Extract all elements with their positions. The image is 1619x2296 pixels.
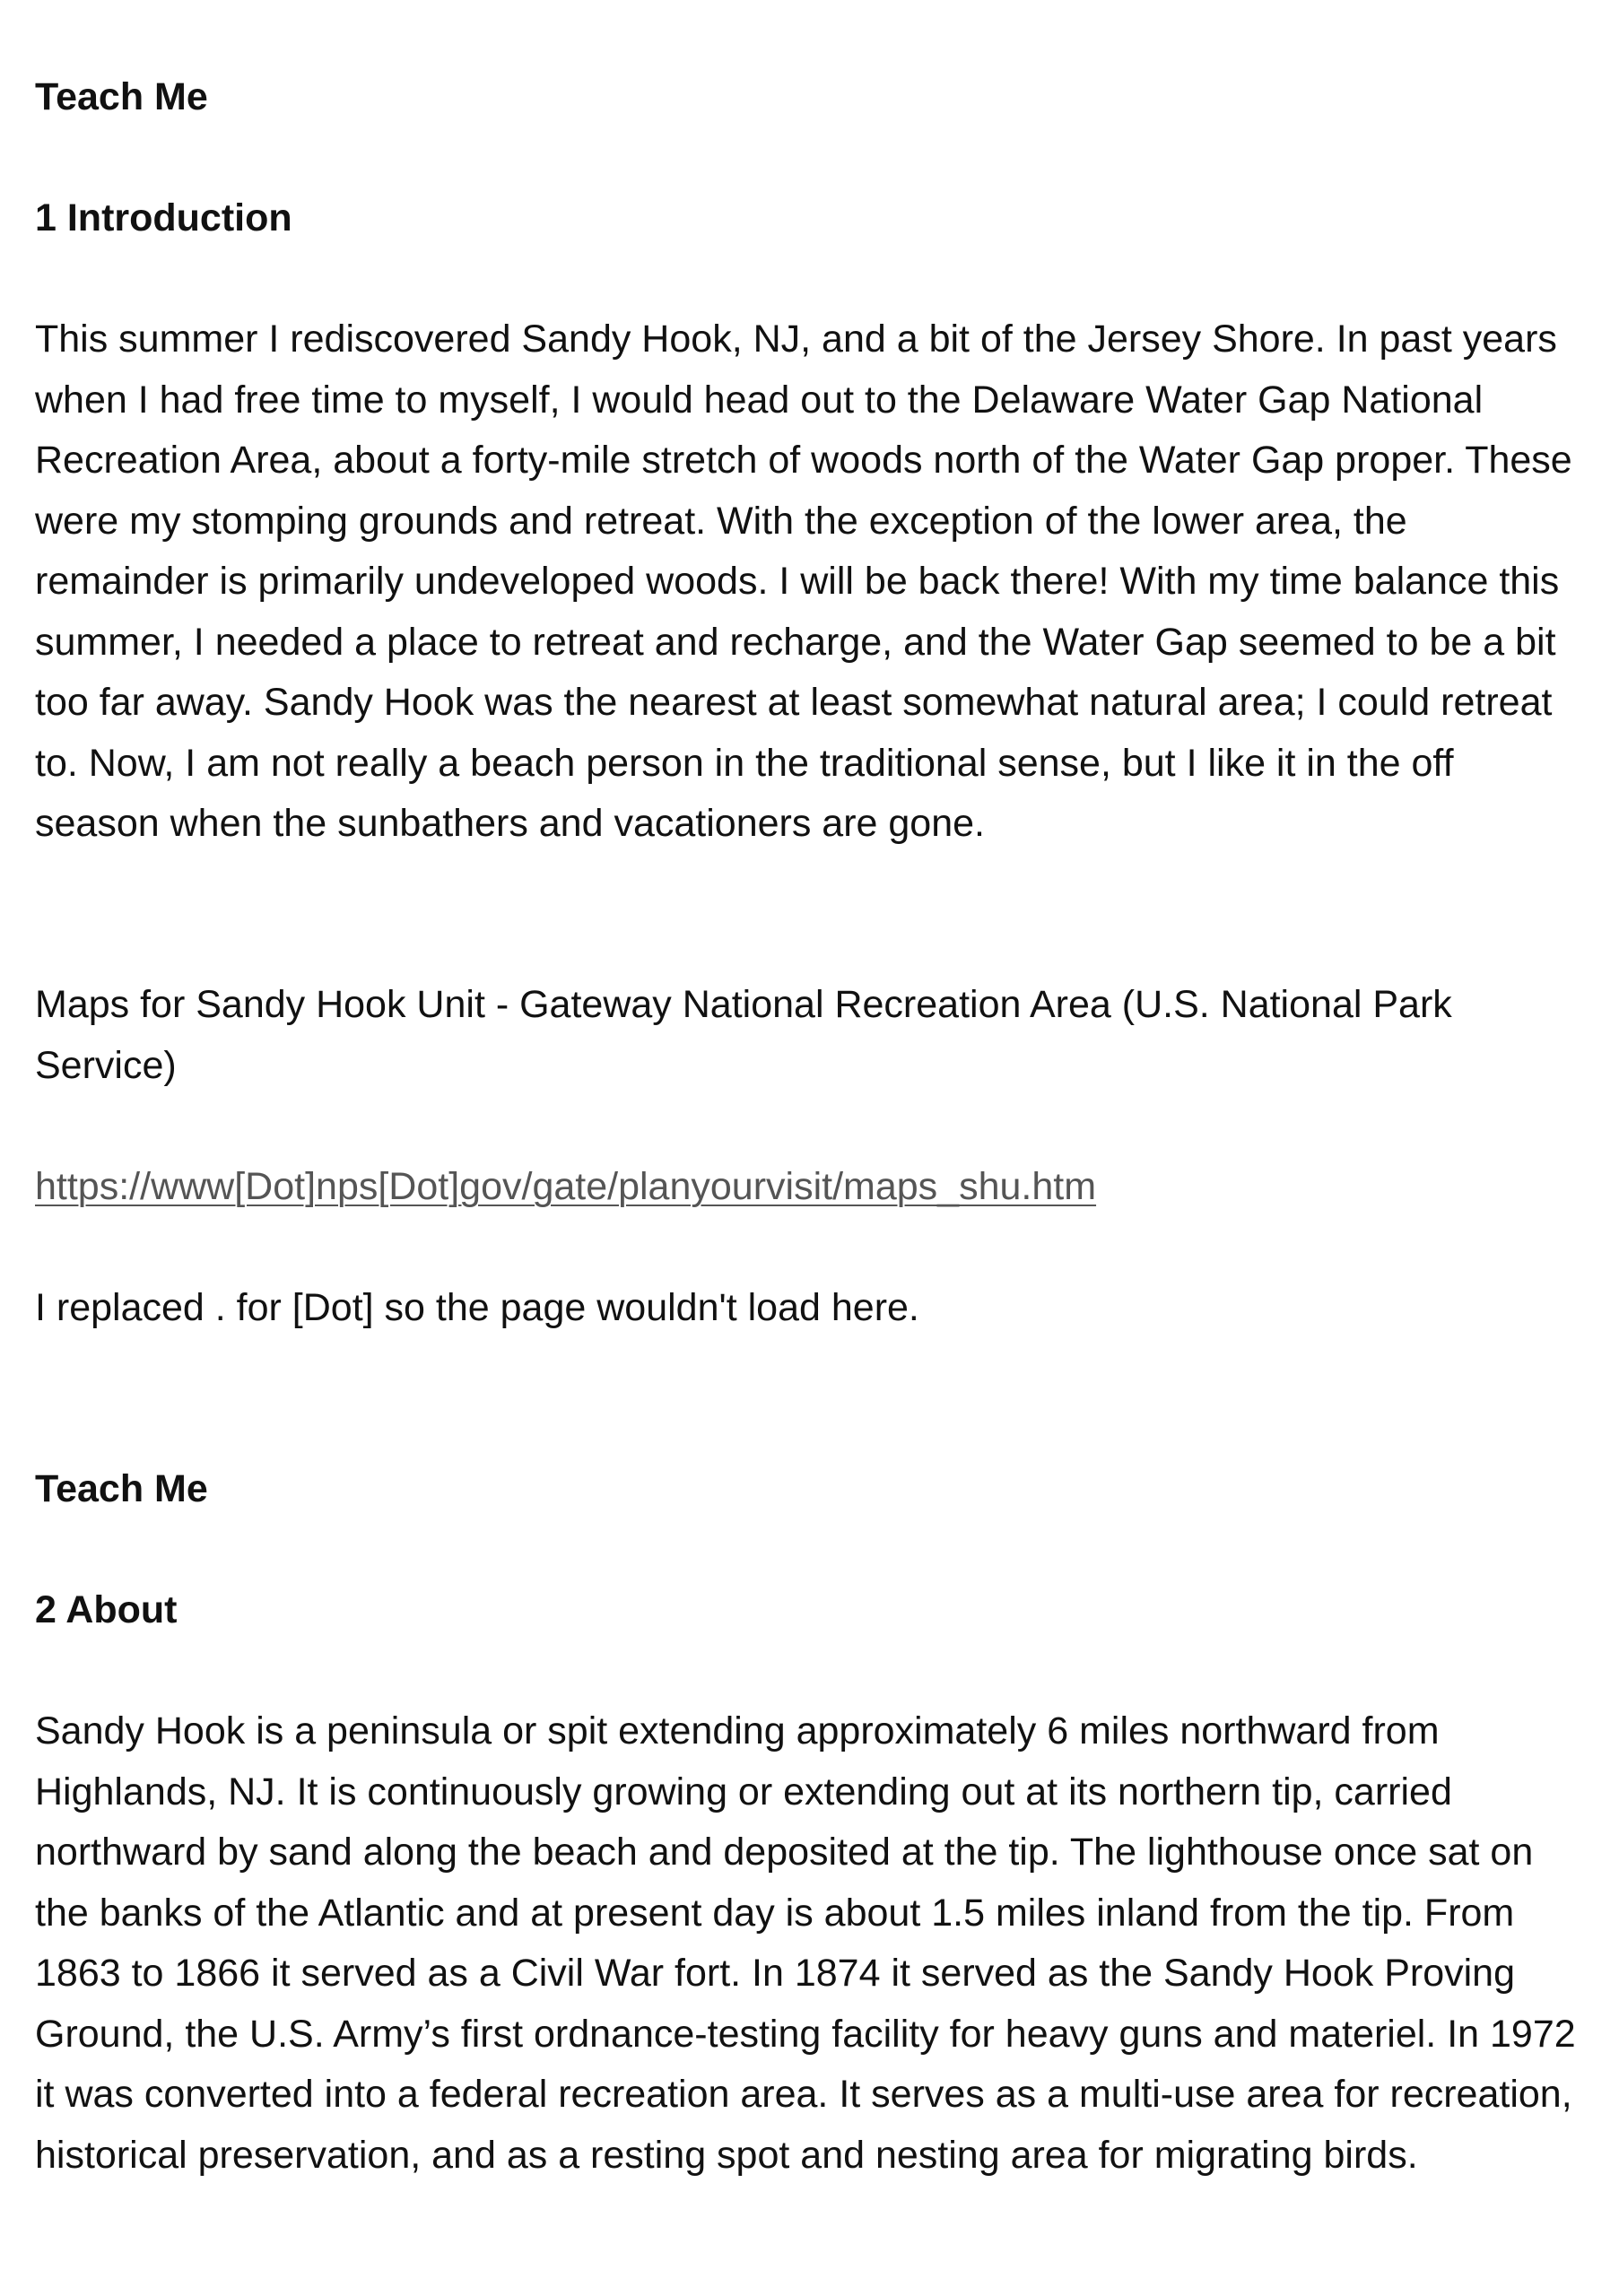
series-title-1: Teach Me	[35, 75, 208, 118]
section-heading-about: 2 About	[35, 1588, 178, 1631]
introduction-paragraph: This summer I rediscovered Sandy Hook, NJ, and a bit of the Jersey Shore. In past years when I had free time to myself, I would head out to the Delaware Water Gap National Recreation Area, about a forty-mile stretch of woods north of the Water Gap proper. These were my stomping grounds and retreat. With the exception of the lower area, the remainder is primarily undeveloped woods. I will be back there! With my time balance this summer, I needed a place to retreat and recharge, and the Water Gap seemed to be a bit too far away. Sandy Hook was the nearest at least somewhat natural area; I could retreat to. Now, I am not really a beach person in the traditional sense, but I like it in the off season when the sunbathers and vacationers are gone.	[35, 317, 1572, 845]
maps-caption: Maps for Sandy Hook Unit - Gateway National Recreation Area (U.S. National Park Service)	[35, 983, 1452, 1087]
dot-replacement-note: I replaced . for [Dot] so the page wouldn't load here.	[35, 1286, 919, 1329]
maps-link-line	[35, 1157, 1587, 1218]
about-paragraph: Sandy Hook is a peninsula or spit extending approximately 6 miles northward from Highlands, NJ. It is continuously growing or extending out at its northern tip, carried northward by sand along the beach and deposited at the tip. The lighthouse once sat on the banks of the Atlantic and at present day is about 1.5 miles inland from the tip. From 1863 to 1866 it served as a Civil War fort. In 1874 it served as the Sandy Hook Proving Ground, the U.S. Army’s first ordnance-testing facility for heavy guns and materiel. In 1972 it was converted into a federal recreation area. It serves as a multi-use area for recreation, historical preservation, and as a resting spot and nesting area for migrating birds.	[35, 1709, 1576, 2177]
maps-link[interactable]: https://www[Dot]nps[Dot]gov/gate/planyourvisit/maps_shu.htm	[35, 1165, 1097, 1208]
section-heading-introduction: 1 Introduction	[35, 196, 292, 239]
series-title-2: Teach Me	[35, 1467, 208, 1510]
